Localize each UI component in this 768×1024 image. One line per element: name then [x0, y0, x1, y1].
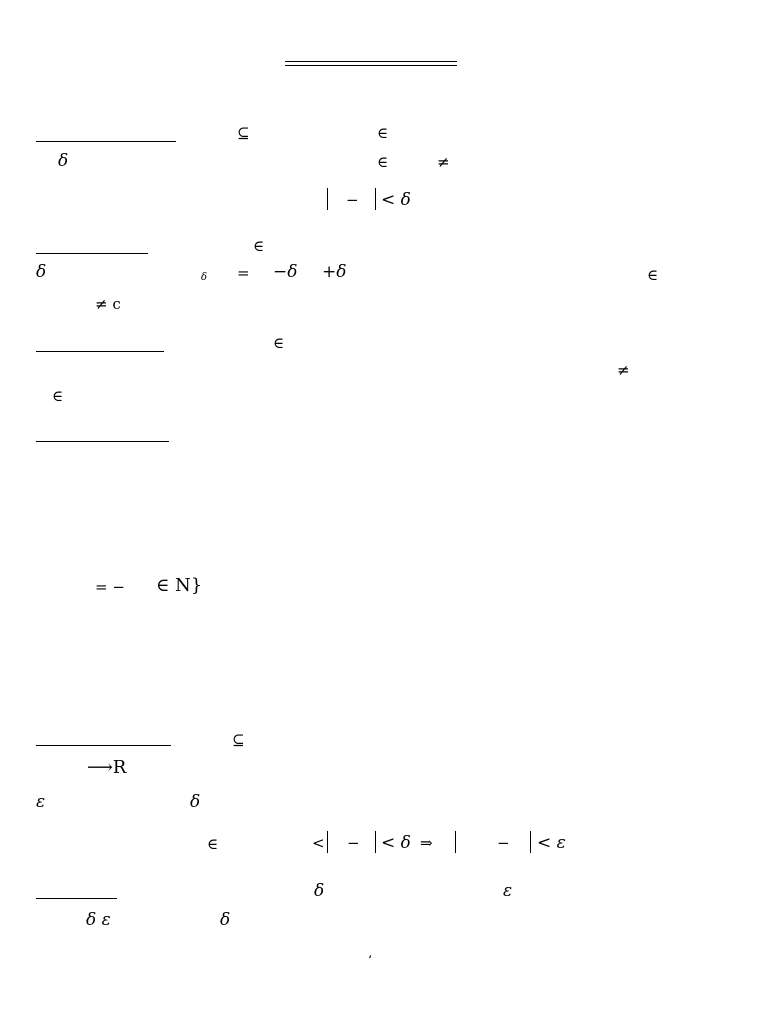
element-of-symbol: ∈	[273, 334, 285, 352]
heading-rule-1	[36, 141, 176, 142]
implies-symbol: ⇒	[420, 834, 433, 852]
element-of-symbol: ∈	[377, 124, 389, 142]
less-than-symbol: <	[312, 834, 325, 852]
subseteq-symbol: ⊆	[237, 124, 250, 142]
delta-symbol: δ	[220, 910, 231, 930]
minus-delta: −δ	[273, 262, 298, 282]
heading-rule-5	[36, 745, 171, 746]
abs-bar-left	[455, 831, 456, 853]
element-of-symbol: ∈	[377, 153, 389, 171]
page-mark: ،	[368, 947, 372, 961]
minus-symbol: −	[347, 834, 360, 852]
not-equal-symbol: ≠	[437, 153, 450, 171]
delta-symbol: δ	[58, 151, 69, 171]
delta-epsilon: δ ε	[86, 910, 111, 930]
minus-symbol: −	[346, 191, 359, 209]
title-double-rule	[285, 61, 457, 66]
heading-rule-3	[36, 351, 164, 352]
less-than-delta: < δ	[381, 190, 411, 210]
equals-minus: = −	[95, 578, 125, 596]
heading-rule-6	[36, 898, 117, 899]
delta-subscript: δ	[201, 272, 208, 283]
less-than-delta: < δ	[381, 833, 411, 853]
element-of-symbol: ∈	[647, 266, 659, 284]
epsilon-symbol: ε	[36, 792, 46, 812]
minus-symbol: −	[497, 834, 510, 852]
abs-bar-right	[375, 831, 376, 853]
epsilon-symbol: ε	[503, 881, 513, 901]
equals-symbol: =	[237, 264, 250, 282]
delta-symbol: δ	[36, 262, 47, 282]
not-equal-symbol: ≠	[617, 361, 630, 379]
element-of-symbol: ∈	[52, 387, 64, 405]
abs-bar-left	[327, 188, 328, 210]
abs-bar-right	[375, 188, 376, 210]
delta-symbol: δ	[190, 792, 201, 812]
abs-bar-left	[327, 831, 328, 853]
heading-rule-2	[36, 253, 148, 254]
heading-rule-4	[36, 441, 169, 442]
element-of-symbol: ∈	[253, 237, 265, 255]
element-of-naturals: ∈ N}	[156, 575, 203, 596]
less-than-epsilon: < ε	[537, 833, 566, 853]
delta-symbol: δ	[314, 881, 325, 901]
arrow-to-reals: ⟶R	[87, 757, 127, 778]
subseteq-symbol: ⊆	[232, 731, 245, 749]
not-equal-c: ≠ c	[95, 295, 121, 313]
element-of-symbol: ∈	[207, 835, 219, 853]
abs-bar-right	[530, 831, 531, 853]
plus-delta: +δ	[322, 262, 347, 282]
